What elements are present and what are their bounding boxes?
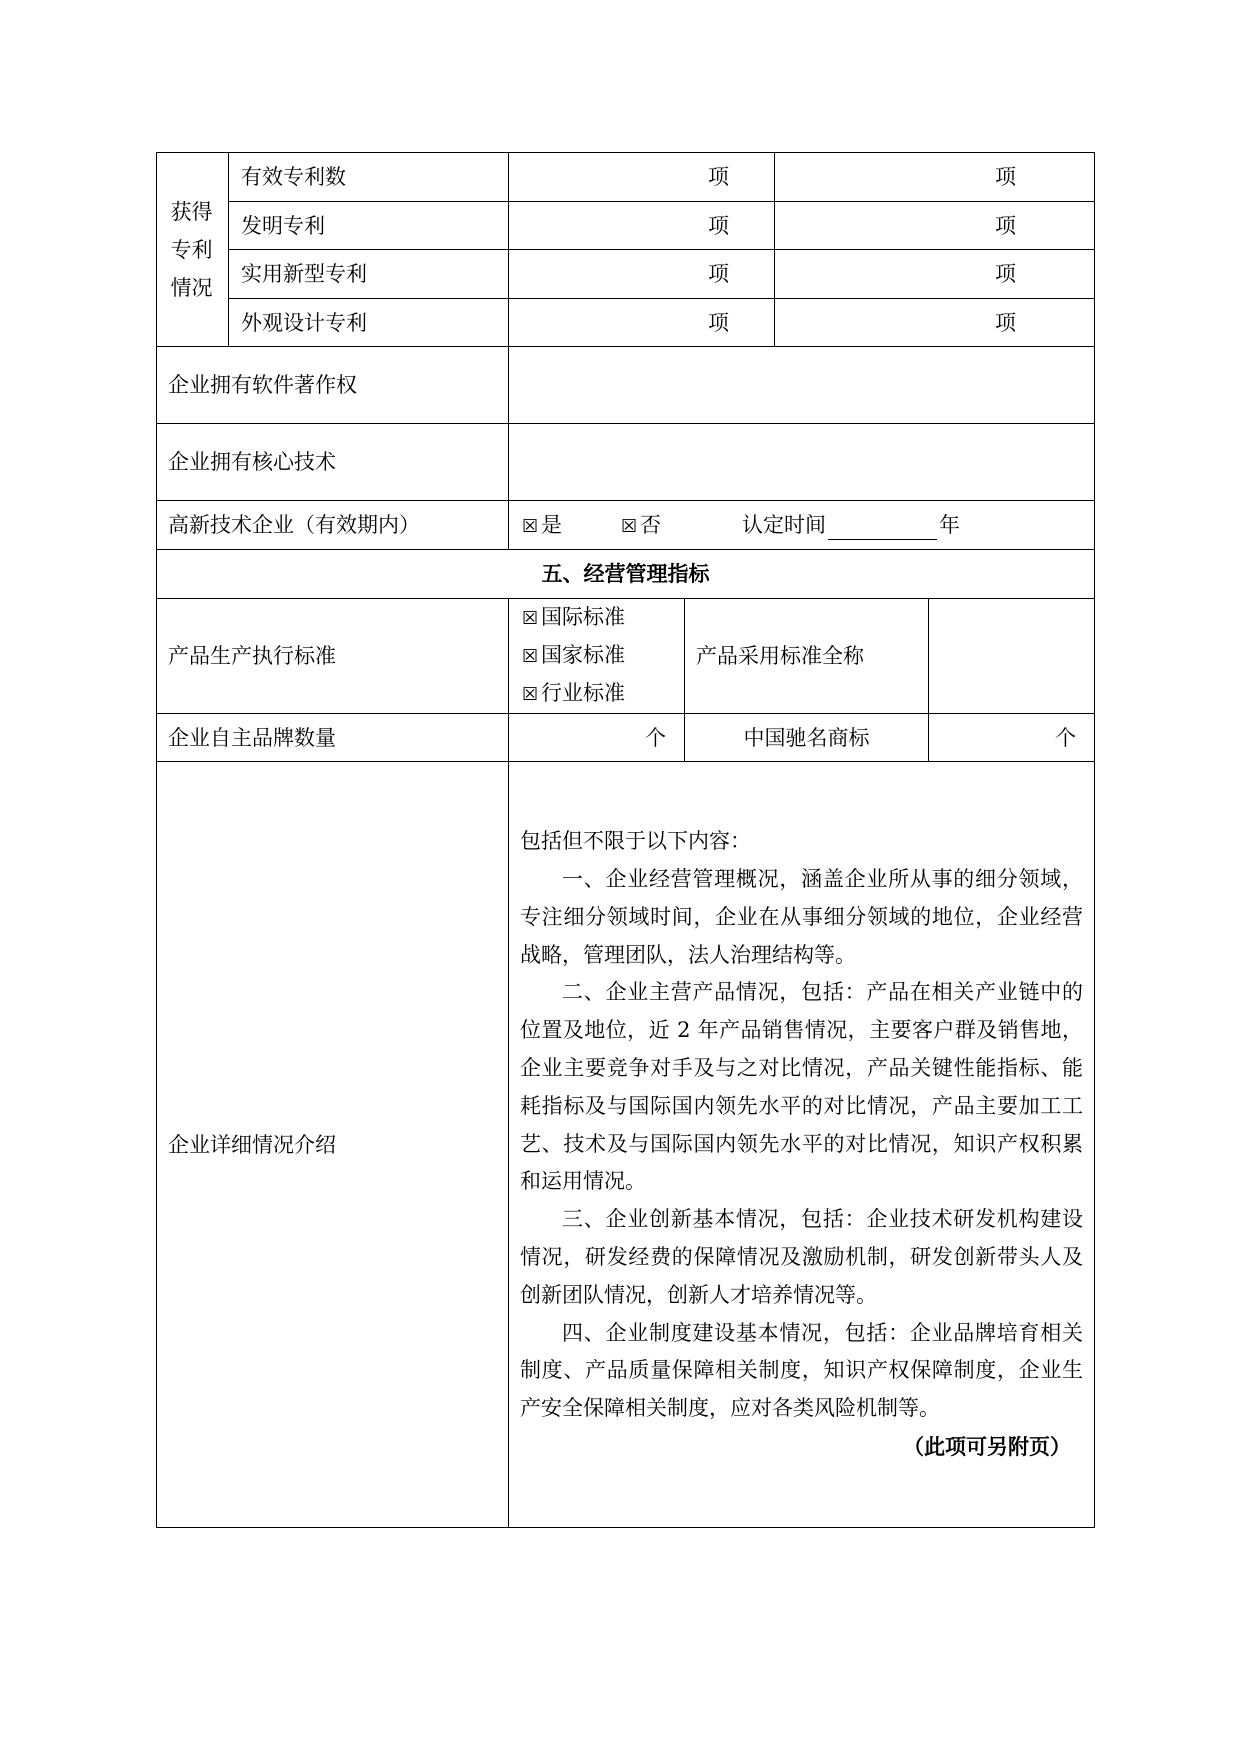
standard-option-label: 国际标准 — [541, 605, 625, 629]
patent-group-cell — [157, 153, 229, 347]
section-heading-row — [157, 550, 1095, 599]
core-tech-row — [157, 424, 1095, 501]
option-no-label: 否 — [640, 512, 661, 537]
unit-label: 项 — [708, 310, 729, 335]
patent-count-b-cell — [775, 153, 1095, 202]
detail-line: 制度、产品质量保障相关制度，知识产权保障制度，企业生 — [520, 1358, 1083, 1383]
patent-count-b-cell — [775, 202, 1095, 250]
detail-line: 艺、技术及与国际国内领先水平的对比情况，知识产权积累 — [520, 1131, 1083, 1156]
detail-paragraph — [520, 974, 1083, 1201]
software-copyright-row — [157, 347, 1095, 424]
year-suffix: 年 — [939, 512, 960, 537]
patent-row-design — [157, 299, 1095, 347]
detail-line: 耗指标及与国际国内领先水平的对比情况，产品主要加工工 — [520, 1093, 1083, 1118]
unit-label: 个 — [1055, 725, 1076, 750]
detail-line: 二、企业主营产品情况，包括：产品在相关产业链中的 — [562, 980, 1083, 1005]
detail-line: 和运用情况。 — [520, 1169, 646, 1194]
patent-row-utility — [157, 250, 1095, 299]
checkbox-checked-icon: ☒ — [522, 515, 539, 537]
detail-line: 四、企业制度建设基本情况，包括：企业品牌培育相关 — [562, 1320, 1083, 1345]
patent-count-a-cell — [509, 299, 775, 347]
famous-trademark-label-cell — [685, 714, 929, 762]
detail-line: 专注细分领域时间，企业在从事细分领域的地位，企业经营 — [520, 904, 1083, 929]
attachment-note: （此项可另附页） — [903, 1433, 1071, 1459]
standard-option-national — [522, 637, 684, 675]
detail-intro: 包括但不限于以下内容： — [520, 829, 751, 854]
high-tech-row — [157, 501, 1095, 550]
patent-type-label: 发明专利 — [241, 213, 325, 238]
patent-group-label: 获得专利情况 — [170, 199, 213, 300]
brand-count-cell — [509, 714, 685, 762]
brands-label: 企业自主品牌数量 — [168, 725, 336, 750]
patent-type-cell — [229, 202, 509, 250]
detail-line: 三、企业创新基本情况，包括：企业技术研发机构建设 — [562, 1207, 1083, 1232]
certification-date-label: 认定时间 — [742, 512, 826, 537]
checkbox-checked-icon: ☒ — [522, 684, 539, 705]
detail-paragraph — [520, 1315, 1083, 1428]
standard-full-name-label-cell — [685, 599, 929, 714]
unit-label: 项 — [995, 213, 1016, 238]
high-tech-label: 高新技术企业（有效期内） — [168, 513, 420, 537]
patent-type-label: 有效专利数 — [241, 165, 346, 189]
standard-option-label: 行业标准 — [541, 681, 625, 705]
patent-type-cell — [229, 153, 509, 202]
core-tech-label-cell — [157, 424, 509, 501]
unit-label: 项 — [708, 165, 729, 189]
detail-paragraph — [520, 861, 1083, 974]
patent-type-label: 实用新型专利 — [241, 262, 367, 286]
standards-label: 产品生产执行标准 — [168, 644, 336, 668]
patent-count-a-cell — [509, 202, 775, 250]
detail-line: 战略，管理团队，法人治理结构等。 — [520, 942, 856, 967]
famous-trademark-count-cell — [929, 714, 1095, 762]
standard-option-label: 国家标准 — [541, 643, 625, 667]
section-heading-cell — [157, 550, 1095, 599]
option-yes-label: 是 — [541, 512, 562, 537]
standard-full-name-label: 产品采用标准全称 — [696, 644, 864, 668]
detail-line: 位置及地位，近 2 年产品销售情况，主要客户群及销售地， — [520, 1018, 1083, 1043]
famous-trademark-label: 中国驰名商标 — [743, 725, 870, 750]
brands-row — [157, 714, 1095, 762]
standards-options-cell — [509, 599, 685, 714]
patent-count-a-cell — [509, 153, 775, 202]
detail-line: 创新团队情况，创新人才培养情况等。 — [520, 1282, 877, 1307]
option-yes — [522, 502, 562, 550]
patent-type-cell — [229, 250, 509, 299]
option-no — [621, 502, 661, 550]
high-tech-label-cell — [157, 501, 509, 550]
application-form-table — [156, 152, 1095, 1528]
software-copyright-label: 企业拥有软件著作权 — [168, 373, 357, 397]
patent-count-b-cell — [775, 250, 1095, 299]
detail-label: 企业详细情况介绍 — [168, 1132, 336, 1157]
core-tech-value-cell — [509, 424, 1095, 501]
detail-line: 产安全保障相关制度，应对各类风险机制等。 — [520, 1396, 940, 1421]
detail-label-cell — [157, 762, 509, 1528]
patent-row-valid — [157, 153, 1095, 202]
unit-label: 项 — [995, 310, 1016, 335]
certification-year-blank — [828, 512, 937, 540]
checkbox-checked-icon: ☒ — [522, 608, 539, 629]
unit-label: 项 — [995, 262, 1016, 286]
software-copyright-label-cell — [157, 347, 509, 424]
standards-row — [157, 599, 1095, 714]
standards-label-cell — [157, 599, 509, 714]
brands-label-cell — [157, 714, 509, 762]
checkbox-checked-icon: ☒ — [621, 515, 638, 537]
detail-paragraph — [520, 1201, 1083, 1314]
patent-type-cell — [229, 299, 509, 347]
standard-option-industry — [522, 675, 684, 713]
detail-line: 情况，研发经费的保障情况及激励机制，研发创新带头人及 — [520, 1244, 1083, 1269]
unit-label: 项 — [995, 165, 1016, 189]
high-tech-options — [509, 502, 1094, 549]
core-tech-label: 企业拥有核心技术 — [168, 450, 336, 474]
patent-count-b-cell — [775, 299, 1095, 347]
unit-label: 项 — [708, 213, 729, 238]
patent-count-a-cell — [509, 250, 775, 299]
patent-type-label: 外观设计专利 — [241, 310, 367, 335]
section-title: 五、经营管理指标 — [541, 561, 710, 586]
detail-line: 企业主要竞争对手及与之对比情况，产品关键性能指标、能 — [520, 1056, 1083, 1080]
checkbox-checked-icon: ☒ — [522, 646, 539, 667]
patent-row-invention — [157, 202, 1095, 250]
unit-label: 个 — [645, 725, 666, 750]
detail-row — [157, 762, 1095, 1528]
standard-option-international — [522, 599, 684, 637]
software-copyright-value-cell — [509, 347, 1095, 424]
detail-content-cell — [509, 762, 1095, 1528]
standard-full-name-value-cell — [929, 599, 1095, 714]
high-tech-value-cell — [509, 501, 1095, 550]
unit-label: 项 — [708, 262, 729, 286]
detail-line: 一、企业经营管理概况，涵盖企业所从事的细分领域， — [562, 867, 1083, 892]
